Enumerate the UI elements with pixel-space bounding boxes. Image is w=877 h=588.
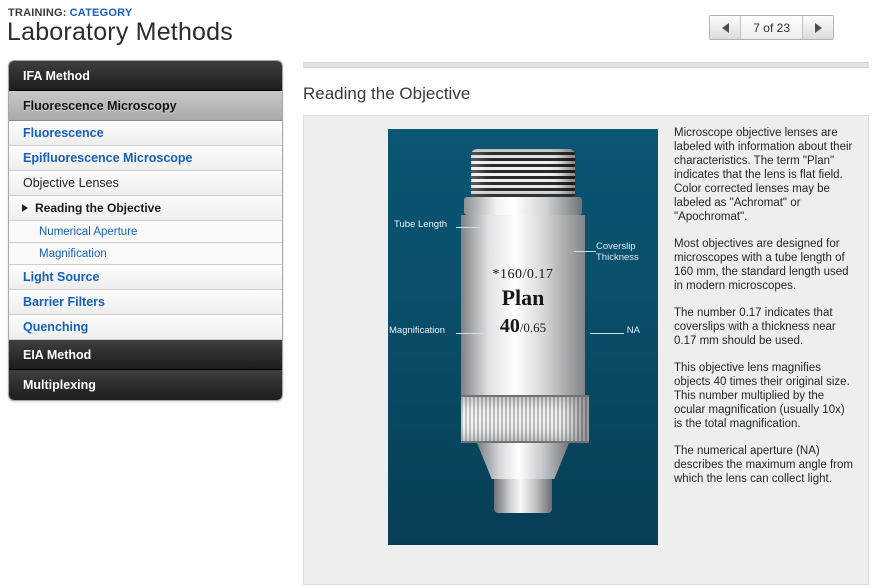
callout-tube-length-leader [456, 227, 480, 228]
lens-knurled-ring [461, 395, 589, 443]
objective-lens-figure [388, 129, 658, 545]
sidebar-item-objective-lenses[interactable] [9, 171, 282, 196]
paragraph: The number 0.17 indicates that coverslips with a thickness near 0.17 mm should be used. [674, 307, 836, 347]
lens-marking-tube-length: *160/0.17 [492, 267, 554, 282]
sidebar-item-label: Numerical Aperture [39, 226, 138, 238]
lens-marking-magnification-row [461, 315, 585, 338]
triangle-right-icon [815, 23, 822, 33]
sidebar-item-label: Light Source [23, 270, 100, 284]
content-heading: Reading the Objective [303, 84, 471, 103]
sidebar-item-label: Magnification [39, 248, 107, 260]
callout-tube-length: Tube Length [394, 219, 447, 230]
callout-magnification: Magnification [389, 325, 445, 336]
lens-barrel [461, 215, 585, 395]
sidebar-item-quenching[interactable] [9, 315, 282, 340]
breadcrumb-label: TRAINING: [8, 7, 67, 19]
lens-neck [464, 197, 582, 215]
content-divider [303, 62, 869, 68]
paragraph: Most objectives are designed for microscopes with a tube length of 160 mm, the standard length used in modern microscopes. [674, 238, 849, 292]
sidebar-item-fluorescence-microscopy[interactable] [9, 91, 282, 121]
content-area [303, 62, 869, 585]
sidebar-item-label: Objective Lenses [23, 176, 119, 190]
lens-front-element [494, 479, 552, 513]
sidebar-item-numerical-aperture[interactable] [9, 221, 282, 243]
triangle-left-icon [722, 23, 729, 33]
sidebar-item-label: IFA Method [23, 69, 90, 83]
callout-magnification-leader [456, 333, 484, 334]
paragraph: The numerical aperture (NA) describes the maximum angle from which the lens can collect light. [674, 445, 853, 485]
content-panel [303, 115, 869, 585]
sidebar-item-eia-method[interactable] [9, 340, 282, 370]
triangle-right-icon [22, 204, 28, 212]
lens-taper [477, 443, 569, 479]
pager-next-button[interactable] [802, 16, 833, 39]
sidebar-item-fluorescence[interactable] [9, 121, 282, 146]
sidebar-item-label: Epifluorescence Microscope [23, 151, 193, 165]
sidebar-item-light-source[interactable] [9, 265, 282, 290]
callout-na-leader [590, 333, 624, 334]
lens-marking-aperture: /0.65 [519, 320, 547, 335]
lens-marking-magnification: 40 [499, 315, 520, 337]
sidebar-item-ifa-method[interactable] [9, 61, 282, 91]
sidebar-item-label: Fluorescence [23, 126, 104, 140]
callout-coverslip-thickness-leader [574, 251, 596, 252]
sidebar-item-magnification[interactable] [9, 243, 282, 265]
pager-prev-button[interactable] [710, 16, 741, 39]
sidebar-item-label: Fluorescence Microscopy [23, 99, 177, 113]
paragraph: Microscope objective lenses are labeled with information about their characteristics. The term "Plan" indicates that the lens is flat field. Color corrected lenses may be labeled as "Achromat" or "Apochromat". [674, 127, 853, 223]
sidebar-item-label: Multiplexing [23, 378, 96, 392]
page-header [0, 0, 877, 56]
sidebar-item-label: EIA Method [23, 348, 92, 362]
sidebar-item-label: Reading the Objective [35, 201, 162, 215]
pager [709, 15, 834, 40]
explanatory-text [674, 126, 856, 499]
callout-coverslip-thickness: Coverslip Thickness [596, 241, 639, 263]
objective-lens-illustration [461, 149, 585, 513]
sidebar-item-label: Barrier Filters [23, 295, 105, 309]
pager-label: 7 of 23 [741, 16, 802, 39]
sidebar-nav [8, 60, 283, 401]
sidebar-item-barrier-filters[interactable] [9, 290, 282, 315]
lens-marking-type: Plan [501, 285, 545, 310]
sidebar-item-label: Quenching [23, 320, 89, 334]
page-title: Laboratory Methods [7, 18, 233, 46]
sidebar-item-epifluorescence-microscope[interactable] [9, 146, 282, 171]
sidebar-item-multiplexing[interactable] [9, 370, 282, 400]
breadcrumb-category-link[interactable]: CATEGORY [69, 7, 133, 19]
callout-na: NA [626, 325, 640, 336]
paragraph: This objective lens magnifies objects 40 times their original size. This number multiplied by the ocular magnification (usually 10x) is the total magnification. [674, 362, 850, 430]
sidebar-item-reading-the-objective[interactable] [9, 196, 282, 221]
lens-threads [471, 149, 575, 197]
